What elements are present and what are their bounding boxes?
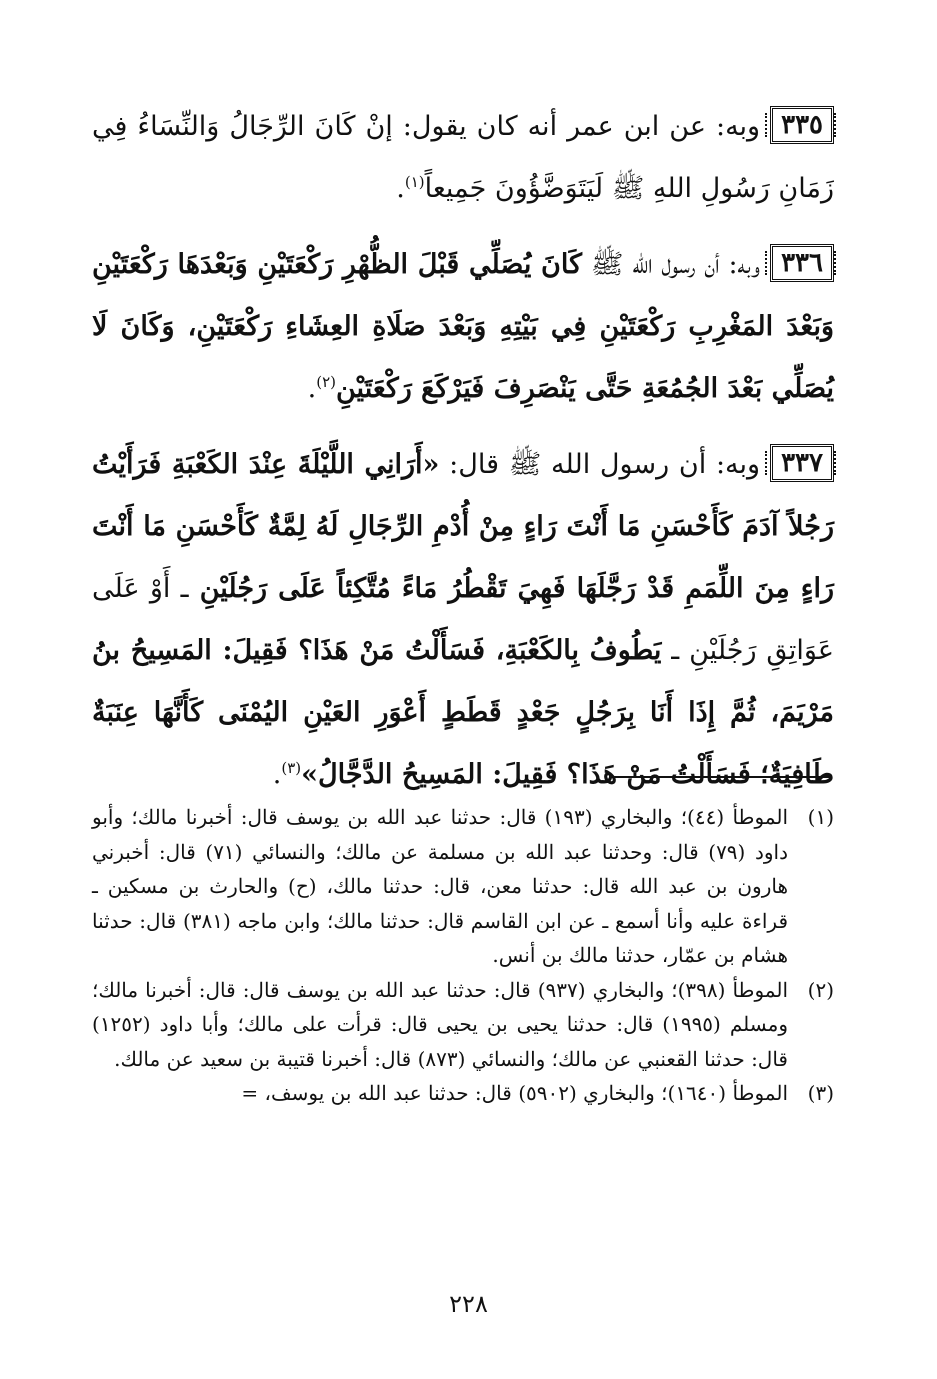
footnote-3 (92, 1076, 834, 1111)
hadith-end-mark: . (272, 759, 282, 790)
footnote-reference: (٣) (281, 759, 302, 777)
main-text (92, 96, 834, 820)
footnote-reference: (٢) (316, 373, 336, 391)
hadith-336 (92, 234, 834, 420)
hadith-335 (92, 96, 834, 220)
hadith-number-badge: ٣٣٧ (770, 444, 834, 482)
hadith-text-parenthetical: ـ أَوْ عَلَى عَوَاتِقِ رَجُلَيْنِ ـ (92, 573, 834, 666)
hadith-text-part-b: يَطُوفُ بِالكَعْبَةِ، فَسَأَلْتُ مَنْ هَذَا؟ فَقِيلَ: المَسِيحُ بنُ مَرْيَمَ، ثُمَّ إِذَا أَنَا بِرَجُلٍ جَعْدٍ قَطَطٍ أَعْوَرِ العَيْنِ اليُمْنَى كَأَنَّهَا عِنَبَةٌ طَافِيَةٌ؛ فَسَأَلْتُ مَنْ هَذَا؟ فَقِيلَ: المَسِيحُ الدَّجَّالُ» (92, 635, 834, 790)
hadith-337 (92, 434, 834, 806)
footnote-reference: (١) (404, 173, 425, 191)
footnote-text: الموطأ (١٦٤٠)؛ والبخاري (٥٩٠٢) قال: حدثنا عبد الله بن يوسف، = (241, 1081, 788, 1105)
hadith-intro: وبه: أن رسول الله ﷺ (581, 249, 761, 280)
footnote-number: (١) (807, 805, 834, 829)
footnote-separator (609, 776, 832, 778)
hadith-text-part-a: «أَرَانِي اللَّيْلَةَ عِنْدَ الكَعْبَةِ فَرَأَيْتُ رَجُلاً آدَمَ كَأَحْسَنِ مَا أَنْتَ رَاءٍ مِنْ أُدْمِ الرِّجَالِ لَهُ لِمَّةٌ كَأَحْسَنِ مَا أَنْتَ رَاءٍ مِنَ اللِّمَمِ قَدْ رَجَّلَهَا فَهِيَ تَقْطُرُ مَاءً مُتَّكِئاً عَلَى رَجُلَيْنِ (92, 449, 834, 604)
footnote-number: (٣) (807, 1081, 834, 1105)
footnotes (92, 800, 834, 1111)
footnote-text: الموطأ (٣٩٨)؛ والبخاري (٩٣٧) قال: حدثنا عبد الله بن يوسف قال: قال: أخبرنا مالك؛ ومسلم (١٩٩٥) قال: حدثنا يحيى بن يحيى قال: قرأت على مالك؛ وأبا داود (١٢٥٢) قال: حدثنا القعنبي عن مالك؛ والنسائي (٨٧٣) قال: أخبرنا قتيبة بن سعيد عن مالك. (92, 977, 789, 1071)
footnote-1 (92, 800, 834, 973)
hadith-number-badge: ٣٣٥ (770, 106, 834, 144)
hadith-intro: وبه: عن ابن عمر أنه كان يقول: (392, 111, 761, 142)
hadith-end-mark: . (396, 173, 405, 204)
footnote-2 (92, 973, 834, 1077)
hadith-intro: وبه: أن رسول الله ﷺ قال: (439, 449, 761, 480)
footnote-number: (٢) (807, 977, 834, 1002)
hadith-text: إنْ كَانَ الرِّجَالُ وَالنِّسَاءُ فِي زَمَانِ رَسُولِ اللهِ ﷺ لَيَتَوَضَّؤُونَ جَمِيعاً (92, 111, 834, 204)
hadith-end-mark: . (307, 373, 317, 404)
page-number: ٢٢٨ (449, 1290, 488, 1318)
footnote-text: الموطأ (٤٤)؛ والبخاري (١٩٣) قال: حدثنا عبد الله بن يوسف قال: أخبرنا مالك؛ وأبو داود (٧٩) قال: وحدثنا عبد الله بن مسلمة عن مالك؛ والنسائي (٧١) قال: أخبرني هارون بن عبد الله قال: حدثنا معن، قال: حدثنا مالك، (ح) والحارث بن مسكين ـ قراءة عليه وأنا أسمع ـ عن ابن القاسم قال: حدثنا مالك؛ وابن ماجه (٣٨١) قال: حدثنا هشام بن عمّار، حدثنا مالك بن أنس. (92, 805, 789, 967)
hadith-number-badge: ٣٣٦ (770, 244, 834, 282)
hadith-text: كَانَ يُصَلِّي قَبْلَ الظُّهْرِ رَكْعَتَيْنِ وَبَعْدَهَا رَكْعَتَيْنِ وَبَعْدَ المَغْرِبِ رَكْعَتَيْنِ فِي بَيْتِهِ وَبَعْدَ صَلَاةِ العِشَاءِ رَكْعَتَيْنِ، وَكَانَ لَا يُصَلِّي بَعْدَ الجُمُعَةِ حَتَّى يَنْصَرِفَ فَيَرْكَعَ رَكْعَتَيْنِ (92, 249, 834, 404)
